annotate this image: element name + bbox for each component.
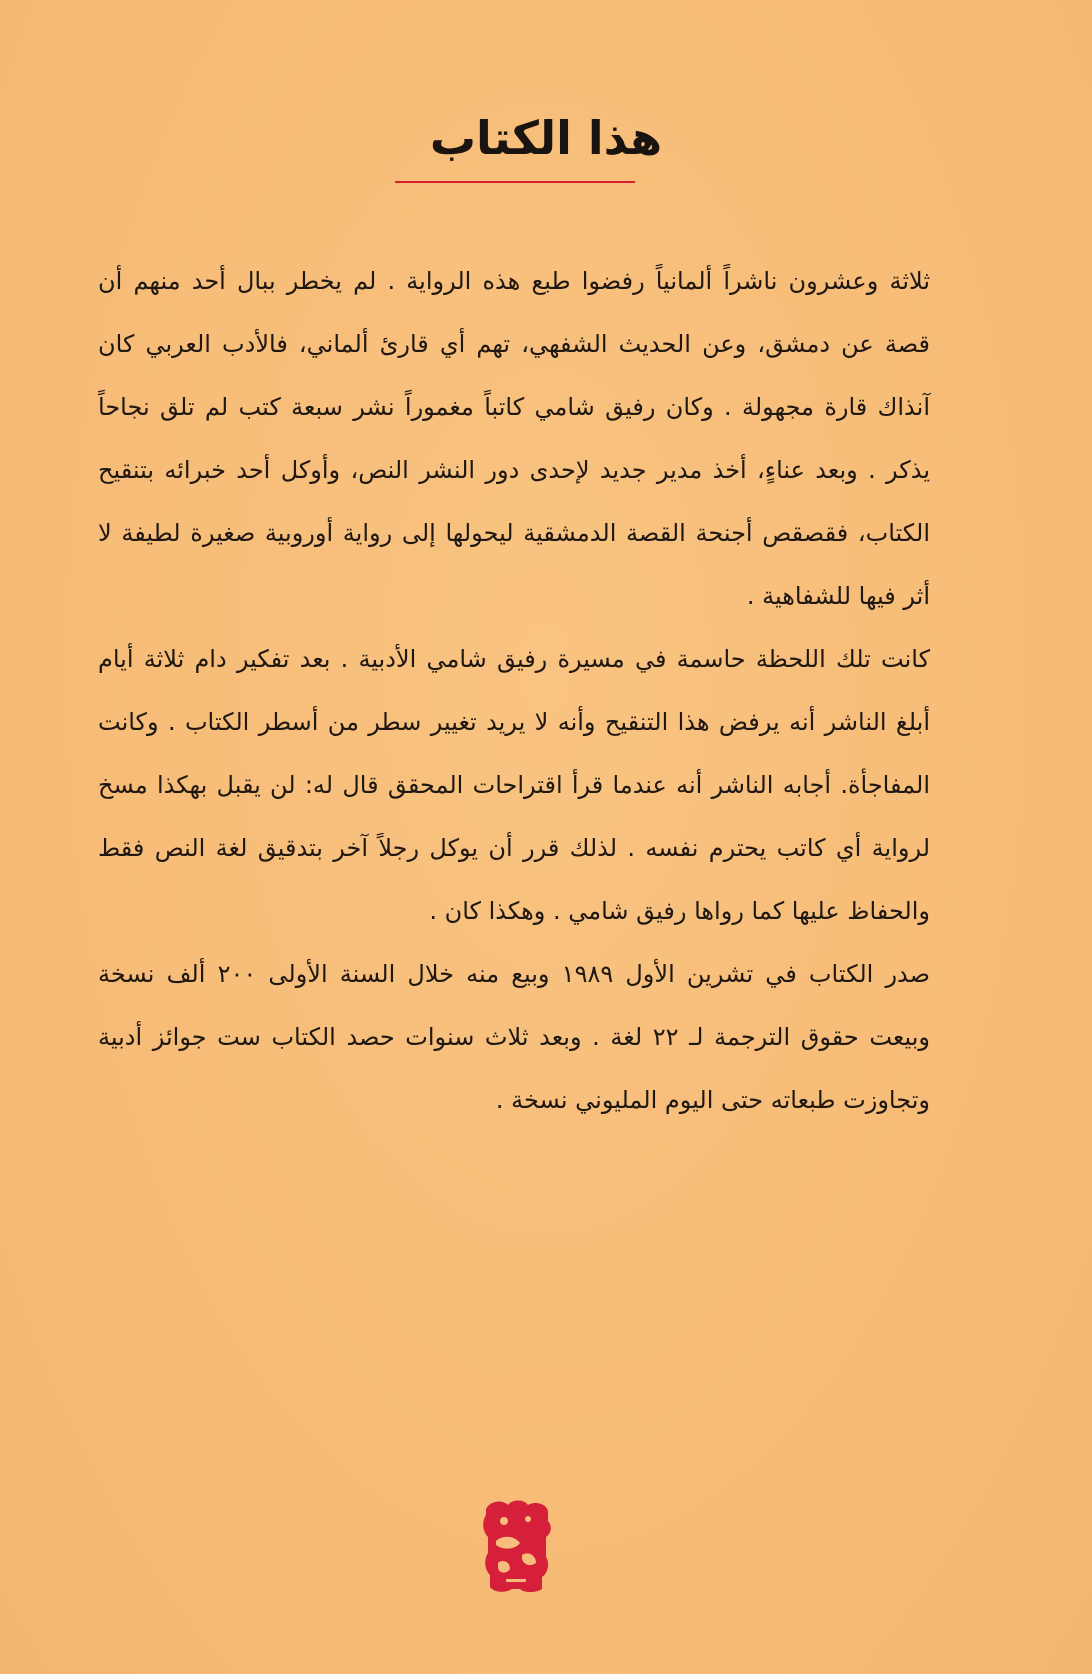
paragraph-1: ثلاثة وعشرون ناشراً ألمانياً رفضوا طبع هذه الرواية . لم يخطر ببال أحد منهم أن قصة عن دمشق، وعن الحديث الشفهي، تهم أي قارئ ألماني، فالأدب العربي كان آنذاك قارة مجهولة . وكان رفيق شامي كاتباً مغموراً نشر سبعة كتب لم تلق نجاحاً يذكر . وبعد عناءٍ، أخذ مدير جديد لإحدى دور النشر النص، وأوكل أحد خبرائه بتنقيح الكتاب، فقصقص أجنحة القصة الدمشقية ليحولها إلى رواية أوروبية صغيرة لطيفة لا أثر فيها للشفاهية . [98,267,930,610]
page-title: هذا الكتاب [429,111,663,165]
title-underline [395,181,635,183]
paragraph-2: كانت تلك اللحظة حاسمة في مسيرة رفيق شامي الأدبية . بعد تفكير دام ثلاثة أيام أبلغ الناشر أنه يرفض هذا التنقيح وأنه لا يريد تغيير سطر من أسطر الكتاب . وكانت المفاجأة. أجابه الناشر أنه عندما قرأ اقتراحات المحقق قال له: لن يقبل بهكذا مسخ لرواية أي كاتب يحترم نفسه . لذلك قرر أن يوكل رجلاً آخر بتدقيق لغة النص فقط والحفاظ عليها كما رواها رفيق شامي . وهكذا كان . [98,645,930,925]
publisher-seal-icon [476,1497,556,1597]
blurb-text [98,250,930,1132]
paragraph-3: صدر الكتاب في تشرين الأول ١٩٨٩ وبيع منه خلال السنة الأولى ٢٠٠ ألف نسخة وبيعت حقوق الترجمة لـ ٢٢ لغة . وبعد ثلاث سنوات حصد الكتاب ست جوائز أدبية وتجاوزت طبعاته حتى اليوم المليوني نسخة . [98,960,931,1114]
